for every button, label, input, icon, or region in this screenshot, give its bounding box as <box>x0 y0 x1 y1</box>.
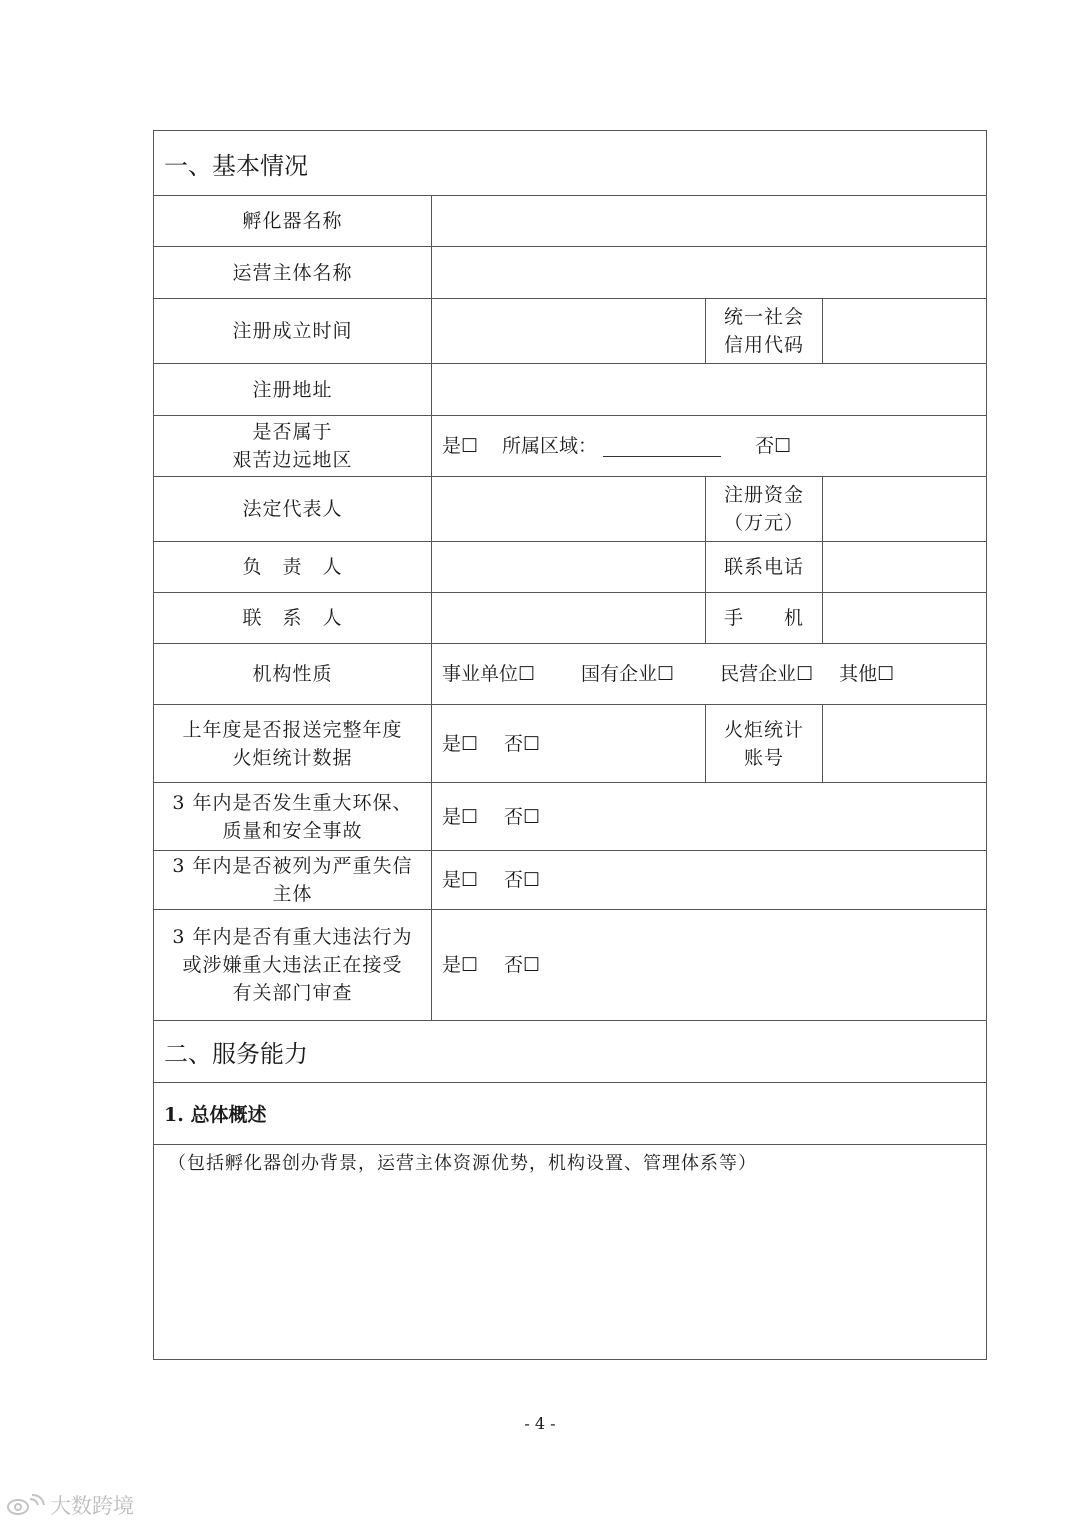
accident-yes-checkbox[interactable]: 是☐ <box>442 805 479 828</box>
torch-statistics-label-line1: 上年度是否报送完整年度 <box>182 718 403 741</box>
contact-phone-field[interactable] <box>823 542 986 592</box>
contact-phone-label: 联系电话 <box>706 542 823 592</box>
weibo-logo-icon <box>6 1493 46 1517</box>
watermark-text: 大数跨境 <box>50 1494 134 1518</box>
row-dishonest-entity <box>154 851 986 910</box>
dishonest-entity-label-line2: 主体 <box>272 883 313 905</box>
legal-representative-label: 法定代表人 <box>154 477 432 541</box>
row-organization-type <box>154 644 986 705</box>
registration-address-field[interactable] <box>432 364 986 415</box>
overview-hint: （包括孵化器创办背景，运营主体资源优势，机构设置、管理体系等） <box>168 1153 757 1174</box>
remote-area-label <box>154 416 432 476</box>
remote-area-label-line1: 是否属于 <box>252 421 333 443</box>
remote-area-options <box>432 416 986 476</box>
overview-text-area[interactable] <box>154 1145 986 1359</box>
credit-code-field[interactable] <box>823 299 986 363</box>
remote-yes-checkbox[interactable]: 是☐ <box>442 435 479 457</box>
torch-statistics-label-line2: 火炬统计数据 <box>232 746 353 769</box>
registration-time-label: 注册成立时间 <box>154 299 432 363</box>
registration-address-label: 注册地址 <box>154 364 432 415</box>
row-major-violation <box>154 910 986 1021</box>
incubator-name-field[interactable] <box>432 196 986 246</box>
legal-representative-field[interactable] <box>432 477 706 541</box>
dishonest-no-checkbox[interactable]: 否☐ <box>504 869 541 891</box>
torch-account-field[interactable] <box>823 705 986 782</box>
mobile-label: 手 机 <box>706 593 823 643</box>
registered-capital-field[interactable] <box>823 477 986 541</box>
torch-statistics-options <box>432 705 706 782</box>
org-type-other-checkbox[interactable]: 其他☐ <box>839 663 895 685</box>
responsible-person-label: 负 责 人 <box>154 542 432 592</box>
torch-account-label-line1: 火炬统计 <box>723 718 804 741</box>
remote-area-label-line2: 艰苦边远地区 <box>232 449 353 471</box>
torch-account-label <box>706 705 823 782</box>
row-torch-statistics <box>154 705 986 783</box>
organization-type-options <box>432 644 986 704</box>
major-accident-label-line2: 质量和安全事故 <box>222 819 363 842</box>
application-form <box>153 130 987 1360</box>
org-type-private-checkbox[interactable]: 民营企业☐ <box>720 663 814 685</box>
registered-capital-label-line2: （万元） <box>723 512 804 534</box>
major-violation-label-line2: 或涉嫌重大违法正在接受 <box>182 954 403 976</box>
row-contact-person <box>154 593 986 644</box>
org-type-state-owned-checkbox[interactable]: 国有企业☐ <box>581 663 675 685</box>
responsible-person-field[interactable] <box>432 542 706 592</box>
row-legal-representative <box>154 477 986 542</box>
row-registration-address <box>154 364 986 416</box>
page-number: - 4 - <box>524 1414 556 1433</box>
operator-name-label: 运营主体名称 <box>154 247 432 298</box>
dishonest-yes-checkbox[interactable]: 是☐ <box>442 869 479 891</box>
region-input[interactable] <box>603 436 721 457</box>
watermark <box>6 1490 134 1520</box>
torch-yes-checkbox[interactable]: 是☐ <box>442 732 479 755</box>
credit-code-label-line2: 信用代码 <box>723 334 804 356</box>
overview-title: 1. 总体概述 <box>154 1083 986 1145</box>
incubator-name-label: 孵化器名称 <box>154 196 432 246</box>
major-accident-label <box>154 783 432 850</box>
registered-capital-label-line1: 注册资金 <box>723 484 804 506</box>
major-violation-label-line3: 有关部门审查 <box>232 982 353 1004</box>
section-service-capability-title: 二、服务能力 <box>154 1021 986 1083</box>
row-remote-area <box>154 416 986 477</box>
major-violation-label <box>154 910 432 1020</box>
credit-code-label-line1: 统一社会 <box>723 306 804 328</box>
dishonest-entity-label-line1: 3 年内是否被列为严重失信 <box>172 855 413 877</box>
major-violation-label-line1: 3 年内是否有重大违法行为 <box>172 926 413 948</box>
row-operator-name <box>154 247 986 299</box>
violation-yes-checkbox[interactable]: 是☐ <box>442 954 479 976</box>
registration-time-field[interactable] <box>432 299 706 363</box>
registered-capital-label <box>706 477 823 541</box>
major-accident-options <box>432 783 986 850</box>
row-incubator-name <box>154 196 986 247</box>
contact-person-label: 联 系 人 <box>154 593 432 643</box>
torch-no-checkbox[interactable]: 否☐ <box>504 732 541 755</box>
major-accident-label-line1: 3 年内是否发生重大环保、 <box>172 791 413 814</box>
contact-person-field[interactable] <box>432 593 706 643</box>
violation-no-checkbox[interactable]: 否☐ <box>504 954 541 976</box>
major-violation-options <box>432 910 986 1020</box>
accident-no-checkbox[interactable]: 否☐ <box>504 805 541 828</box>
operator-name-field[interactable] <box>432 247 986 298</box>
dishonest-entity-label <box>154 851 432 909</box>
organization-type-label: 机构性质 <box>154 644 432 704</box>
remote-no-checkbox[interactable]: 否☐ <box>755 435 792 457</box>
torch-account-label-line2: 账号 <box>743 746 784 769</box>
section-basic-info-title: 一、基本情况 <box>154 131 986 196</box>
torch-statistics-label <box>154 705 432 782</box>
mobile-field[interactable] <box>823 593 986 643</box>
org-type-public-institution-checkbox[interactable]: 事业单位☐ <box>442 663 536 685</box>
row-registration-time <box>154 299 986 364</box>
row-responsible-person <box>154 542 986 593</box>
credit-code-label <box>706 299 823 363</box>
dishonest-entity-options <box>432 851 986 909</box>
region-label: 所属区域： <box>502 435 598 457</box>
row-major-accident <box>154 783 986 851</box>
